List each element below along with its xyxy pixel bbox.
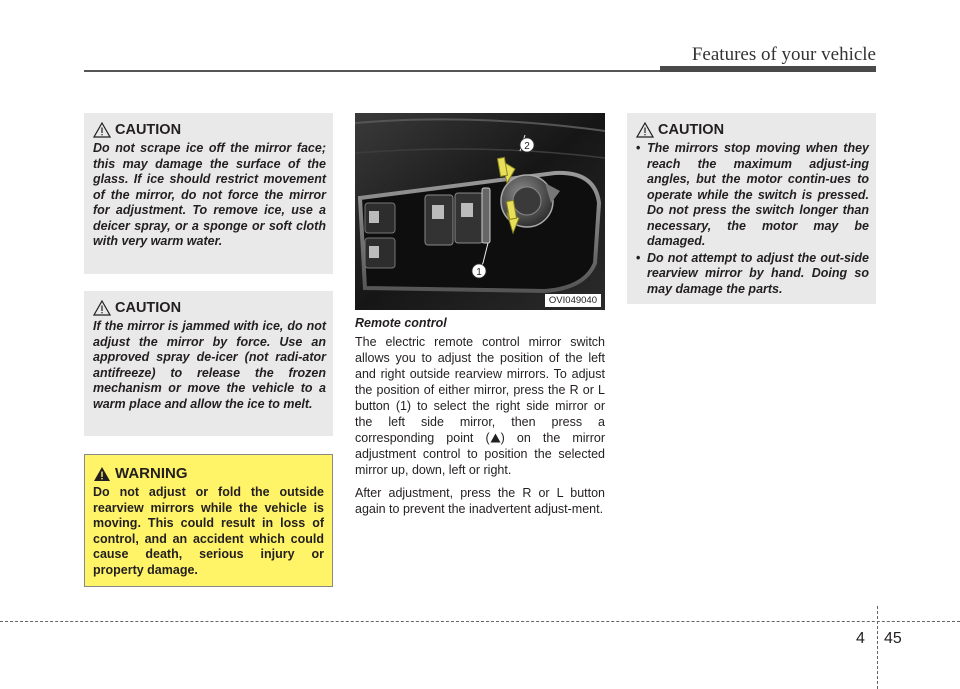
caution-text: If the mirror is jammed with ice, do not adjust the mirror by force. Use an approved spray de-icer (not radi-ator antifreeze) to release the frozen mechanism or move the vehicle to a warm place and allow the ice to melt. [93, 319, 326, 411]
caution-heading-text: CAUTION [658, 122, 725, 138]
warning-heading [93, 465, 324, 482]
caution-triangle-icon [636, 122, 654, 138]
caution-triangle-icon [93, 122, 111, 138]
caution-box-jammed-mirror [84, 291, 333, 436]
remote-control-paragraph-2: After adjustment, press the R or L button again to prevent the inadvertent adjust-ment. [355, 486, 605, 516]
caution-heading-text: CAUTION [115, 122, 182, 138]
chapter-number: 4 [856, 630, 865, 647]
caution-list [636, 141, 869, 297]
caution-heading [93, 122, 326, 138]
warning-heading-text: WARNING [115, 465, 188, 482]
remote-control-paragraph-1 [355, 334, 605, 478]
photo-callout-2: 2 [524, 141, 530, 152]
warning-box [84, 454, 333, 587]
remote-control-text-a: The electric remote control mirror switch allows you to adjust the position of the left and right outside rearview mirrors. To adjust the position of either mirror, press the R or L button (1) to select the right side mirror or the left side mirror, then press a corresponding point ( [355, 335, 605, 445]
header-title: Features of your vehicle [691, 44, 876, 65]
caution-box-mirror-motor [627, 113, 876, 304]
caution-heading [636, 122, 869, 138]
caution-text: Do not scrape ice off the mirror face; this may damage the surface of the glass. If ice should restrict movement of the mirror, do not force the mirror for adjustment. To remove ice, use a deicer spray, or a sponge or soft cloth with very warm water. [93, 141, 326, 248]
caution-list-item: • Do not attempt to adjust the out-side rearview mirror by hand. Doing so may damage the parts. [636, 251, 869, 298]
door-panel-illustration [355, 113, 605, 310]
photo-id-label: OVI049040 [545, 294, 601, 307]
warning-triangle-icon [93, 466, 111, 482]
warning-text: Do not adjust or fold the outside rearview mirrors while the vehicle is moving. This could result in loss of control, and an accident which could cause death, serious injury or property damage. [93, 485, 324, 577]
remote-control-text-b: ) on the mirror adjustment control to position the selected mirror up, down, left or right. [355, 431, 606, 477]
caution-box-ice-scrape [84, 113, 333, 274]
page-number: 45 [884, 630, 902, 647]
remote-control-heading: Remote control [355, 316, 447, 330]
photo-callout-1: 1 [476, 267, 482, 278]
caution-heading-text: CAUTION [115, 300, 182, 316]
mirror-switch-photo [355, 113, 605, 310]
up-arrow-icon [490, 433, 501, 443]
caution-heading [93, 300, 326, 316]
remote-control-section [355, 315, 605, 524]
footer-rule [0, 621, 960, 622]
caution-list-item: • The mirrors stop moving when they reach the maximum adjust-ing angles, but the motor contin-ues to operate while the switch is pressed. Do not press the switch longer than necessary, the motor may be damaged. [636, 141, 869, 250]
footer-divider [877, 606, 878, 689]
header-rule-accent [660, 66, 876, 72]
caution-triangle-icon [93, 300, 111, 316]
